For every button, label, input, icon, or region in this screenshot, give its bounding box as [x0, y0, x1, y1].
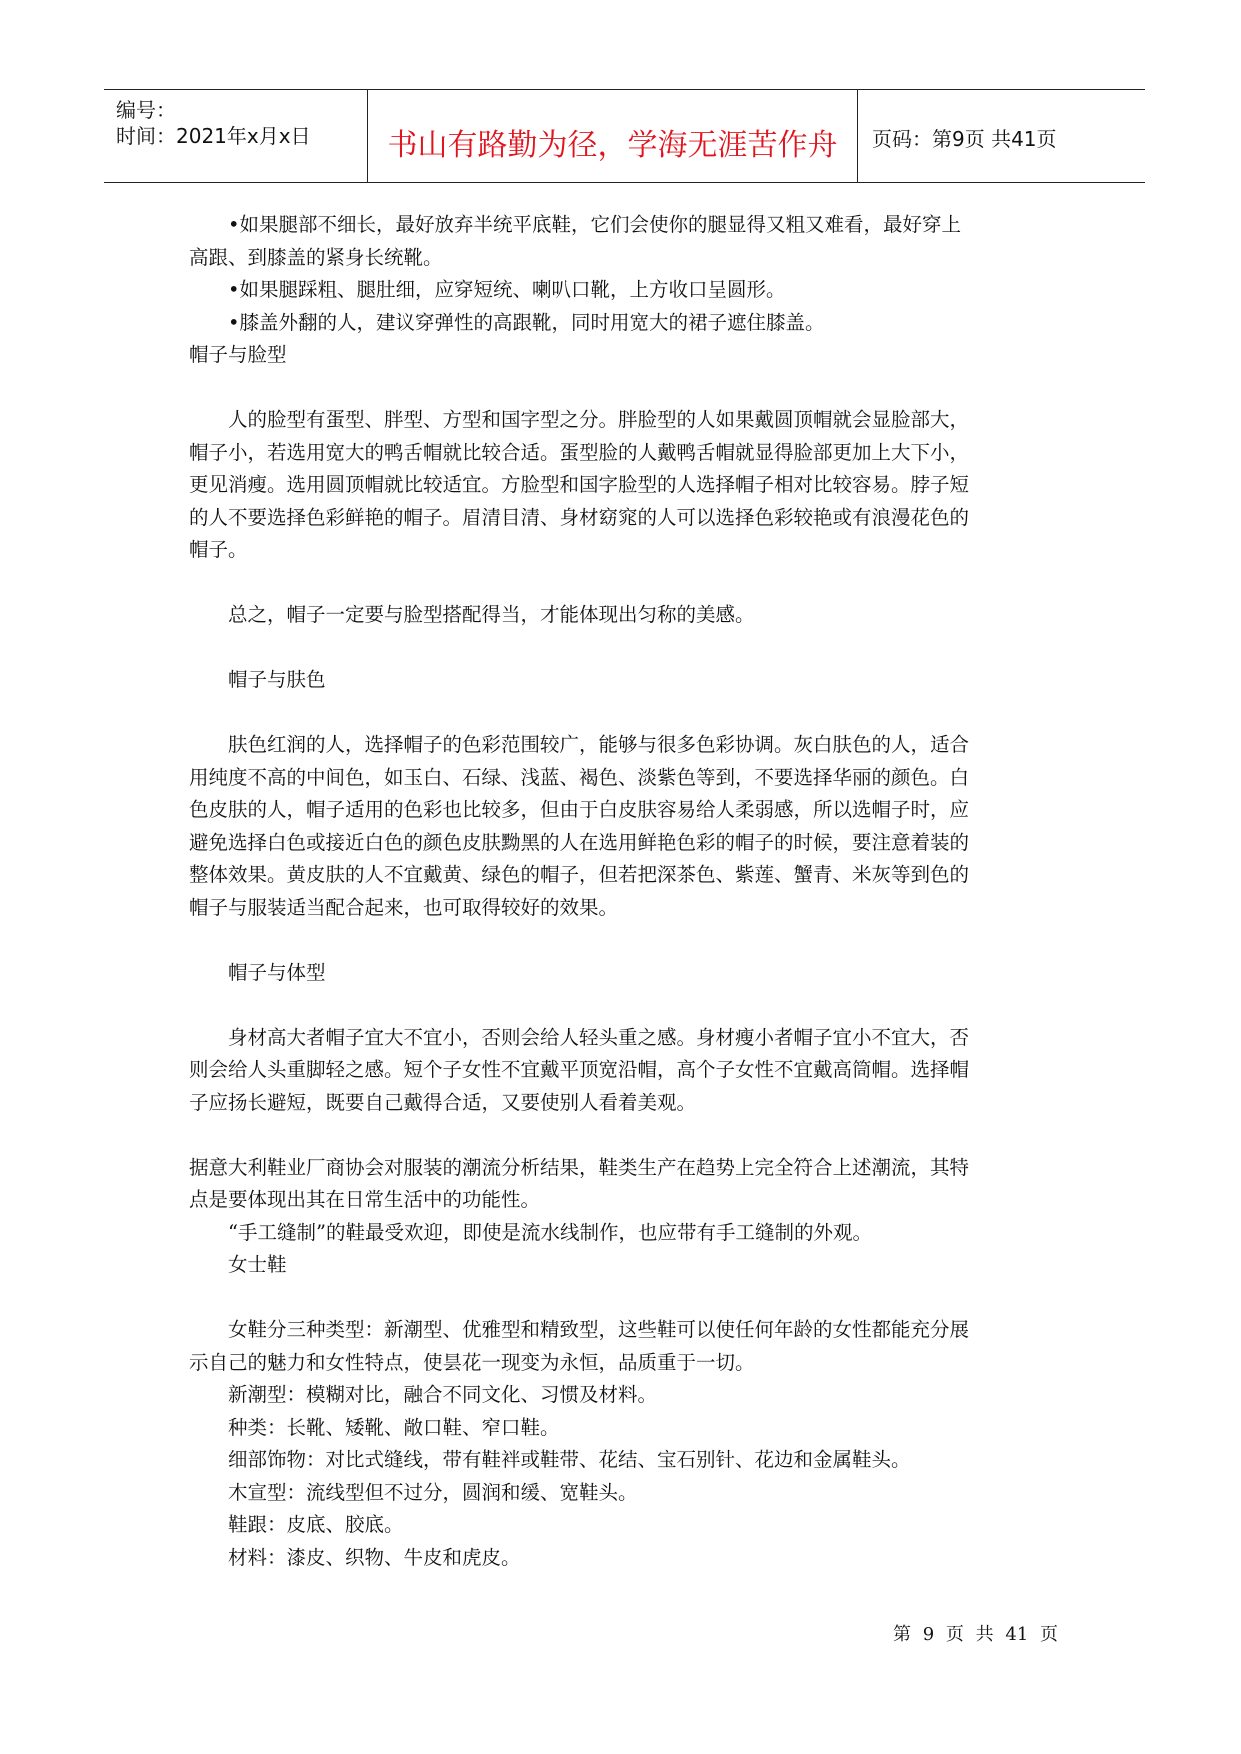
body-line: 身材高大者帽子宜大不宜小，否则会给人轻头重之感。身材瘦小者帽子宜小不宜大，否 [189, 1025, 970, 1049]
body-line: 女鞋分三种类型：新潮型、优雅型和精致型，这些鞋可以使任何年龄的女性都能充分展 [189, 1318, 970, 1341]
body-line: 整体效果。黄皮肤的人不宜戴黄、绿色的帽子，但若把深茶色、紫莲、蟹青、米灰等到色的 [189, 863, 970, 886]
body-line: 种类：长靴、矮靴、敞口鞋、窄口鞋。 [189, 1415, 560, 1439]
body-line: 避免选择白色或接近白色的颜色皮肤黝黑的人在选用鲜艳色彩的帽子的时候，要注意着装的 [189, 830, 970, 854]
body-line: 总之，帽子一定要与脸型搭配得当，才能体现出匀称的美感。 [189, 603, 755, 626]
body-line: •膝盖外翻的人，建议穿弹性的高跟靴，同时用宽大的裙子遮住膝盖。 [189, 310, 825, 334]
body-line: 帽子与体型 [189, 960, 326, 984]
body-line: 用纯度不高的中间色，如玉白、石绿、浅蓝、褐色、淡紫色等到，不要选择华丽的颜色。白 [189, 765, 970, 789]
blank-line [189, 372, 1059, 405]
header-time-label: 时间：2021年x月x日 [116, 124, 311, 148]
body-line: 据意大利鞋业厂商协会对服装的潮流分析结果，鞋类生产在趋势上完全符合上述潮流，其特 [189, 1155, 970, 1179]
blank-line [189, 1119, 1059, 1152]
body-line: 则会给人头重脚轻之感。短个子女性不宜戴平顶宽沿帽，高个子女性不宜戴高筒帽。选择帽 [189, 1058, 970, 1081]
body-line: 的人不要选择色彩鲜艳的帽子。眉清目清、身材窈窕的人可以选择色彩较艳或有浪漫花色的 [189, 505, 970, 529]
header-motto-cell [368, 90, 858, 182]
blank-line [189, 567, 1059, 600]
blank-line [189, 1282, 1059, 1315]
body-line: 帽子与肤色 [189, 668, 326, 691]
body-line: 鞋跟：皮底、胶底。 [189, 1513, 404, 1536]
header-number-label: 编号： [116, 98, 176, 122]
blank-line [189, 924, 1059, 957]
body-line: 点是要体现出其在日常生活中的功能性。 [189, 1188, 541, 1211]
document-header [104, 89, 1145, 183]
body-line: 新潮型：模糊对比，融合不同文化、习惯及材料。 [189, 1383, 658, 1406]
blank-line [189, 989, 1059, 1022]
body-line: 帽子小，若选用宽大的鸭舌帽就比较合适。蛋型脸的人戴鸭舌帽就显得脸部更加上大下小， [189, 440, 970, 464]
body-line: •如果腿踩粗、腿肚细，应穿短统、喇叭口靴，上方收口呈圆形。 [189, 278, 786, 301]
body-line: •如果腿部不细长，最好放弃半统平底鞋，它们会使你的腿显得又粗又难看，最好穿上 [189, 213, 962, 236]
body-line: “手工缝制”的鞋最受欢迎，即使是流水线制作，也应带有手工缝制的外观。 [189, 1220, 872, 1244]
body-line: 帽子与脸型 [189, 343, 287, 366]
body-line: 帽子。 [189, 538, 248, 561]
page-footer: 第 9 页 共 41 页 [893, 1624, 1058, 1645]
document-body [189, 209, 1059, 1574]
body-line: 更见消瘦。选用圆顶帽就比较适宜。方脸型和国字脸型的人选择帽子相对比较容易。脖子短 [189, 473, 970, 496]
body-line: 色皮肤的人，帽子适用的色彩也比较多，但由于白皮肤容易给人柔弱感，所以选帽子时，应 [189, 798, 970, 821]
body-line: 帽子与服装适当配合起来，也可取得较好的效果。 [189, 895, 619, 919]
header-page-cell [858, 90, 1145, 182]
blank-line [189, 697, 1059, 730]
body-line: 木宣型：流线型但不过分，圆润和缓、宽鞋头。 [189, 1480, 638, 1504]
header-page-label: 页码：第9页 共41页 [872, 127, 1057, 151]
body-line: 示自己的魅力和女性特点，使昙花一现变为永恒，品质重于一切。 [189, 1350, 755, 1374]
body-line: 女士鞋 [189, 1253, 287, 1276]
body-line: 材料：漆皮、织物、牛皮和虎皮。 [189, 1545, 521, 1569]
body-line: 肤色红润的人，选择帽子的色彩范围较广，能够与很多色彩协调。灰白肤色的人，适合 [189, 733, 970, 756]
header-info-cell [104, 90, 368, 182]
body-line: 子应扬长避短，既要自己戴得合适，又要使别人看着美观。 [189, 1090, 697, 1114]
body-line: 细部饰物：对比式缝线，带有鞋袢或鞋带、花结、宝石别针、花边和金属鞋头。 [189, 1448, 911, 1471]
body-line: 高跟、到膝盖的紧身长统靴。 [189, 245, 443, 269]
header-motto: 书山有路勤为径，学海无涯苦作舟 [387, 128, 838, 163]
body-line: 人的脸型有蛋型、胖型、方型和国字型之分。胖脸型的人如果戴圆顶帽就会显脸部大， [189, 408, 970, 431]
blank-line [189, 632, 1059, 665]
